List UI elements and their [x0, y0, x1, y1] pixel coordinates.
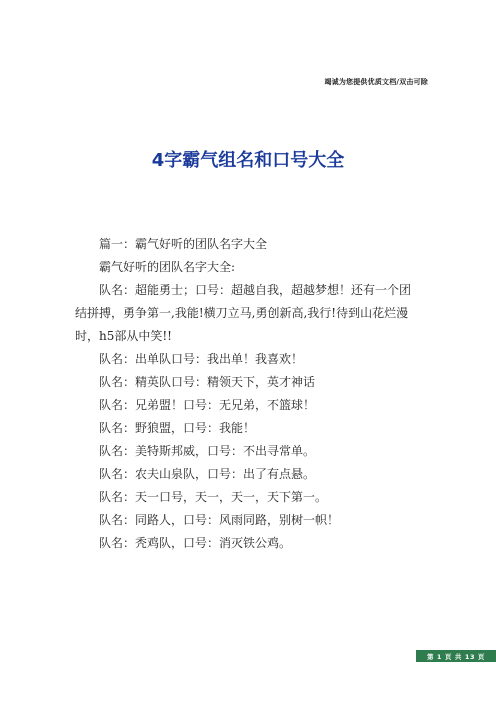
paragraph: 霸气好听的团队名字大全: [99, 260, 236, 274]
document-body [75, 233, 422, 555]
paragraph: 篇一：霸气好听的团队名字大全 [99, 237, 268, 251]
document-title: 4字霸气组名和口号大全 [151, 150, 345, 171]
header-note: 竭诚为您提供优质文档/双击可除 [324, 78, 428, 86]
paragraph: 队名：同路人，口号：风雨同路，别树一帜！ [99, 513, 340, 527]
paragraph: 队名：天一口号，天一，天一，天下第一。 [99, 490, 328, 504]
paragraph: 队名：兄弟盟！口号：无兄弟，不篮球！ [99, 398, 316, 412]
paragraph: 队名：超能勇士；口号：超越自我，超越梦想！还有一个团结拼搏，勇争第一,我能!横刀立马,勇创新高,我行!待到山花烂漫时，h5部从中笑!! [75, 283, 412, 343]
paragraph: 队名：农夫山泉队，口号：出了有点悬。 [99, 467, 316, 481]
paragraph: 队名：出单队口号：我出单！我喜欢！ [99, 352, 304, 366]
paragraph: 队名：野狼盟，口号：我能！ [99, 421, 256, 435]
page-indicator: 第 1 页 共 13 页 [416, 650, 496, 662]
paragraph: 队名：秃鸡队，口号：消灭铁公鸡。 [99, 536, 292, 550]
paragraph: 队名：精英队口号：精领天下，英才神话 [99, 375, 316, 389]
paragraph: 队名：美特斯邦威，口号：不出寻常单。 [99, 444, 316, 458]
